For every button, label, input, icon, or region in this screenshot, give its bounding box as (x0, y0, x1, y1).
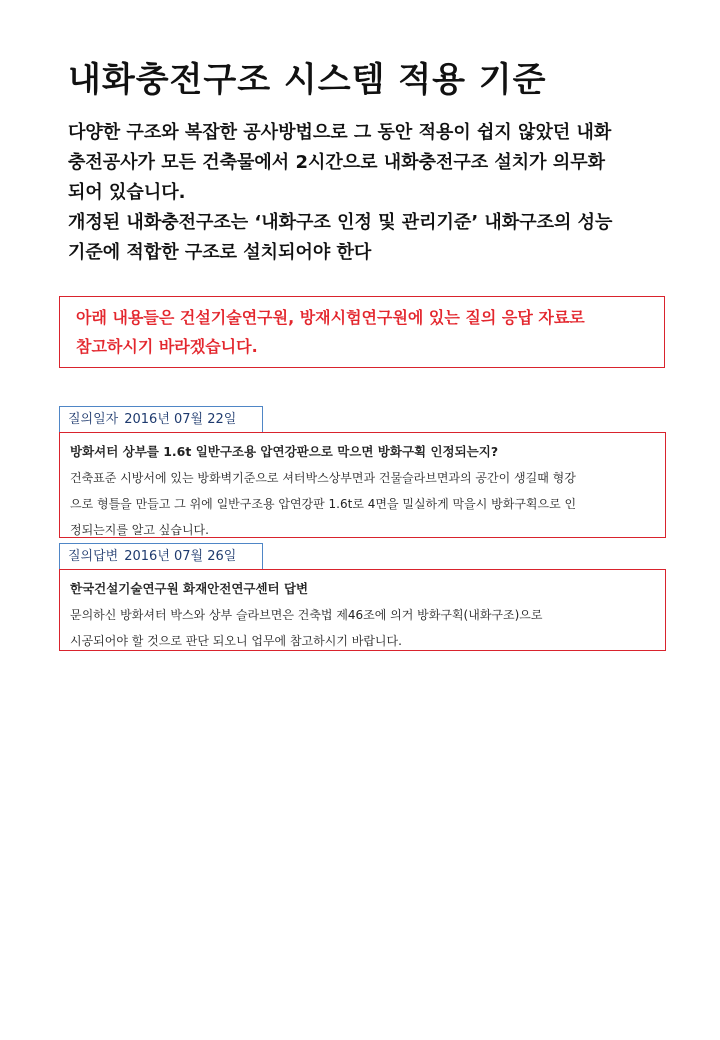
page-title: 내화충전구조 시스템 적용 기준 (68, 60, 547, 100)
intro-line: 기준에 적합한 구조로 설치되어야 한다 (68, 242, 372, 263)
intro-line: 되어 있습니다. (68, 182, 186, 203)
intro-line: 충전공사가 모든 건축물에서 2시간으로 내화충전구조 설치가 의무화 (68, 152, 605, 173)
question-box (59, 432, 666, 538)
answer-date-tab (59, 543, 263, 569)
question-date-value: 2016년 07월 22일 (124, 412, 237, 427)
question-date-tab (59, 406, 263, 432)
answer-heading: 한국건설기술연구원 화재안전연구센터 답변 (70, 581, 309, 596)
notice-box (59, 296, 665, 368)
question-body-line: 정되는지를 알고 싶습니다. (70, 523, 209, 537)
notice-line: 참고하시기 바라겠습니다. (76, 337, 258, 356)
question-date-label: 질의일자 (68, 412, 119, 427)
intro-line: 다양한 구조와 복잡한 공사방법으로 그 동안 적용이 쉽지 않았던 내화 (68, 122, 612, 143)
answer-date-value: 2016년 07월 26일 (124, 549, 237, 564)
answer-body-line: 시공되어야 할 것으로 판단 되오니 업무에 참고하시기 바랍니다. (70, 634, 402, 648)
intro-paragraph (68, 118, 678, 268)
answer-body-line: 문의하신 방화셔터 박스와 상부 슬라브면은 건축법 제46조에 의거 방화구획(내화구조)으로 (70, 608, 543, 622)
intro-line: 개정된 내화충전구조는 ‘내화구조 인정 및 관리기준’ 내화구조의 성능 (68, 212, 613, 233)
question-heading: 방화셔터 상부를 1.6t 일반구조용 압연강판으로 막으면 방화구획 인정되는지? (70, 444, 499, 459)
question-body (70, 465, 655, 543)
notice-line: 아래 내용들은 건설기술연구원, 방재시험연구원에 있는 질의 응답 자료로 (76, 308, 585, 327)
question-body-line: 으로 형틀을 만들고 그 위에 일반구조용 압연강판 1.6t로 4면을 밀실하게 막을시 방화구획으로 인 (70, 497, 577, 511)
answer-box (59, 569, 666, 651)
answer-body (70, 602, 655, 654)
question-body-line: 건축표준 시방서에 있는 방화벽기준으로 셔터박스상부면과 건물슬라브면과의 공간이 생길때 형강 (70, 471, 576, 485)
answer-date-label: 질의답변 (68, 549, 119, 564)
